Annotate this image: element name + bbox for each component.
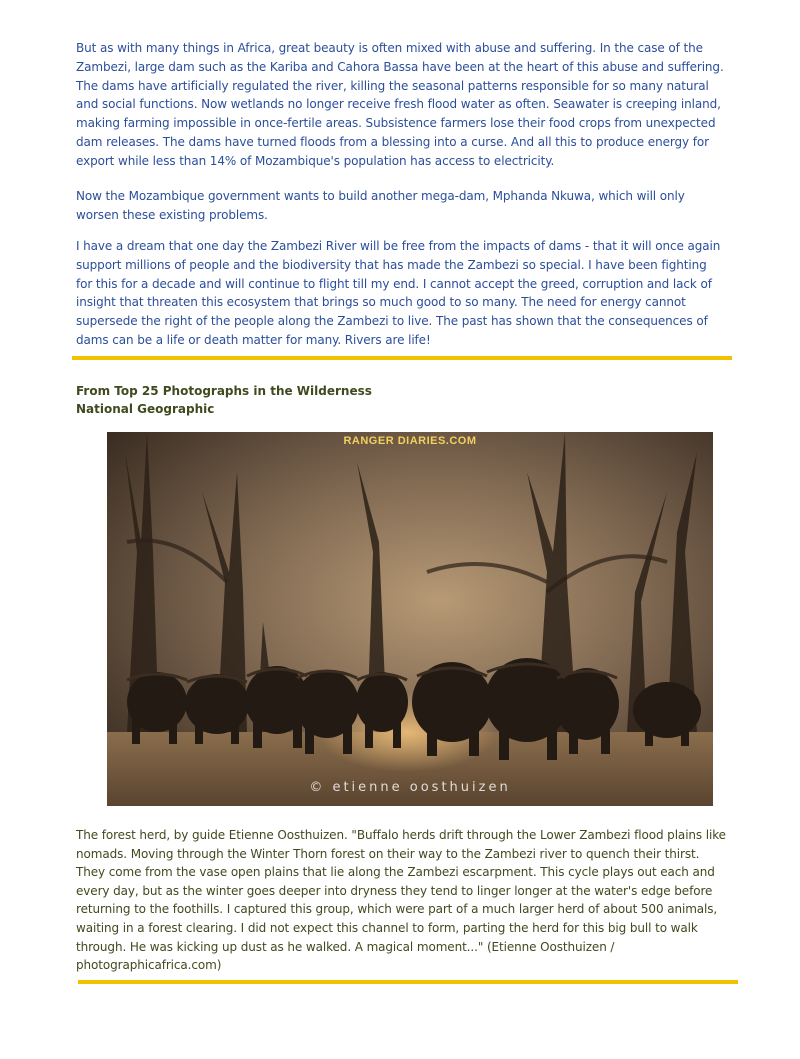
article-paragraph: Now the Mozambique government wants to build another mega-dam, Mphanda Nkuwa, which will only worsen these existing problems. bbox=[76, 189, 685, 222]
section-divider bbox=[72, 356, 732, 360]
ranger-diaries-logo: RANGER DIARIES.COM bbox=[343, 435, 477, 447]
photo-publisher-heading: National Geographic bbox=[76, 402, 215, 416]
article-paragraph: I have a dream that one day the Zambezi River will be free from the impacts of dams - that it will once again support millions of people and the biodiversity that has made the Zambezi so special. I have been fighting for this for a decade and will continue to flight till my end. I cannot accept the greed, corruption and lack of insight that threaten this ecosystem that brings so much good to so many. The need for energy cannot supersede the right of the people along the Zambezi to live. The past has shown that the consequences of dams can be a life or death matter for many. Rivers are life! bbox=[76, 239, 721, 347]
photo-caption: The forest herd, by guide Etienne Oosthuizen. "Buffalo herds drift through the Lower Zambezi flood plains like nomads. Moving through the Winter Thorn forest on their way to the Zambezi river to quench their thirst. They come from the vase open plains that lie along the Zambezi escarpment. This cycle plays out each and every day, but as the winter goes deeper into dryness they tend to linger longer at the water's edge before returning to the foothills. I captured this group, which were part of a much larger herd of about 500 animals, waiting in a forest clearing. I did not expect this channel to form, parting the herd for this big bull to walk through. He was kicking up dust as he walked. A magical moment..." (Etienne Oosthuizen / photographicafrica.com) bbox=[76, 828, 726, 973]
buffalo-herd-photo bbox=[107, 432, 713, 806]
photo-illustration bbox=[107, 432, 713, 806]
article-paragraph: But as with many things in Africa, great beauty is often mixed with abuse and suffering. In the case of the Zambezi, large dam such as the Kariba and Cahora Bassa have been at the heart of this abuse and suffering. The dams have artificially regulated the river, killing the seasonal patterns responsible for so many natural and social functions. Now wetlands no longer receive fresh flood water as often. Seawater is creeping inland, making farming impossible in once-fertile areas. Subsistence farmers lose their food crops from unexpected dam releases. The dams have turned floods from a blessing into a curse. And all this to produce energy for export while less than 14% of Mozambique's population has access to electricity. bbox=[76, 41, 724, 168]
photographer-watermark: © etienne oosthuizen bbox=[309, 780, 511, 795]
photo-source-heading: From Top 25 Photographs in the Wilderness bbox=[76, 384, 372, 398]
section-divider bbox=[78, 980, 738, 984]
